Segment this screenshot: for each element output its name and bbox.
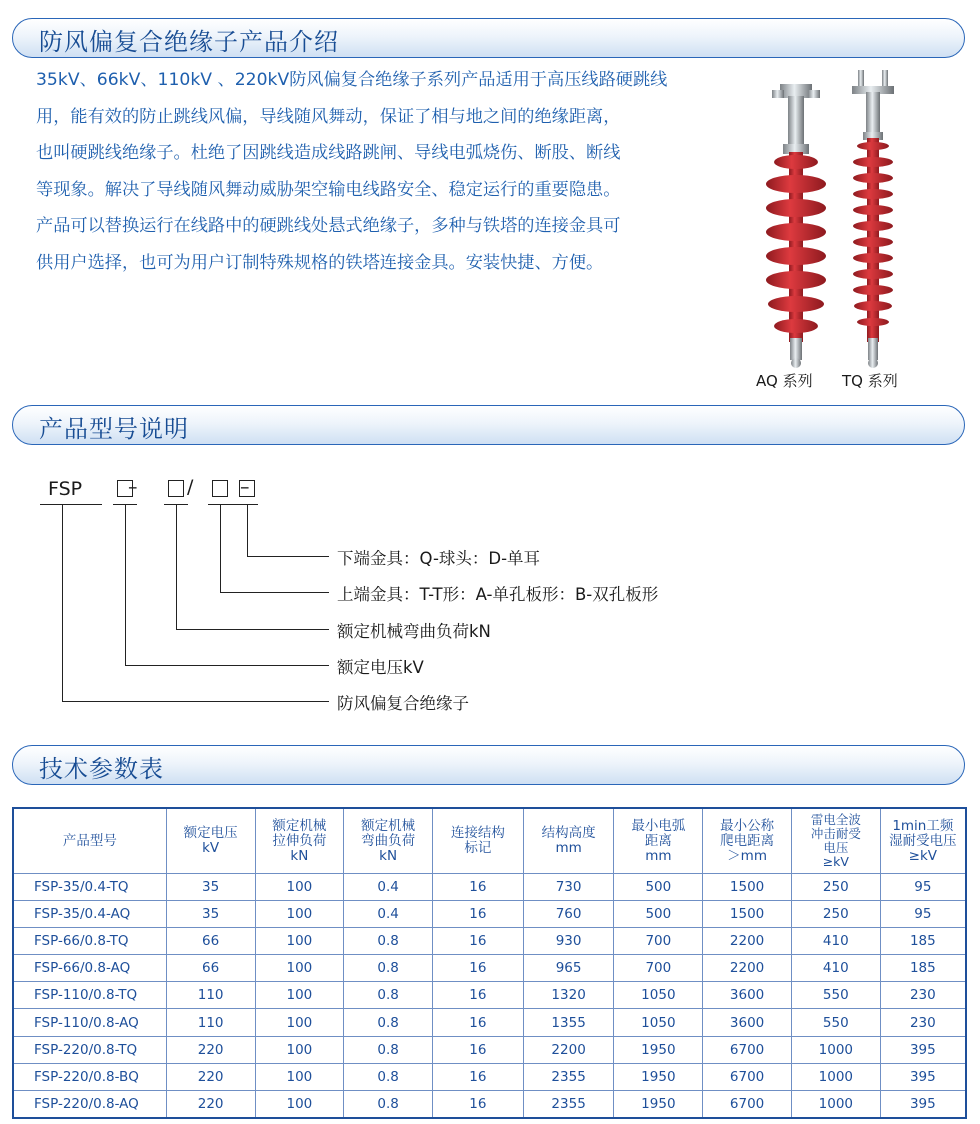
cell-arc-distance: 1950 <box>614 1090 703 1118</box>
cell-lightning-impulse: 550 <box>791 1009 880 1036</box>
cell-arc-distance: 1050 <box>614 982 703 1009</box>
underline <box>40 504 102 505</box>
header-connection-mark: 连接结构 标记 <box>432 808 523 874</box>
table-row <box>13 955 966 982</box>
cell-model: FSP-35/0.4-AQ <box>13 901 166 928</box>
cell-lightning-impulse: 250 <box>791 874 880 901</box>
technical-parameters-table <box>12 807 967 1119</box>
cell-lightning-impulse: 550 <box>791 982 880 1009</box>
cell-power-frequency: 95 <box>880 874 966 901</box>
intro-line: 产品可以替换运行在线路中的硬跳线处悬式绝缘子，多种与铁塔的连接金具可 <box>36 216 621 236</box>
lower-fitting-placeholder-box <box>239 480 255 497</box>
cell-bending-load: 0.8 <box>344 928 433 955</box>
cell-power-frequency: 395 <box>880 1090 966 1118</box>
cell-power-frequency: 230 <box>880 982 966 1009</box>
leader-line <box>125 504 126 665</box>
leader-line <box>220 504 221 592</box>
table-row <box>13 1063 966 1090</box>
lower-fitting-label: 下端金具：Q-球头：D-单耳 <box>337 549 541 568</box>
table-row <box>13 901 966 928</box>
cell-tensile-load: 100 <box>255 901 344 928</box>
cell-lightning-impulse: 1000 <box>791 1063 880 1090</box>
cell-creepage-distance: 3600 <box>703 982 792 1009</box>
cell-arc-distance: 500 <box>614 901 703 928</box>
header-creepage-distance: 最小公称 爬电距离 ＞mm <box>703 808 792 874</box>
model-slash: / <box>187 476 194 498</box>
cell-connection-mark: 16 <box>432 874 523 901</box>
cell-power-frequency: 395 <box>880 1036 966 1063</box>
cell-model: FSP-66/0.8-AQ <box>13 955 166 982</box>
cell-connection-mark: 16 <box>432 1036 523 1063</box>
header-lightning-impulse: 雷电全波 冲击耐受 电压 ≥kV <box>791 808 880 874</box>
cell-model: FSP-66/0.8-TQ <box>13 928 166 955</box>
leader-line <box>62 504 63 701</box>
aq-series-caption: AQ 系列 <box>756 372 813 390</box>
cell-lightning-impulse: 410 <box>791 928 880 955</box>
product-photo <box>750 66 965 396</box>
cell-structure-height: 1320 <box>523 982 614 1009</box>
cell-creepage-distance: 6700 <box>703 1063 792 1090</box>
cell-creepage-distance: 2200 <box>703 955 792 982</box>
cell-rated-voltage: 66 <box>166 955 255 982</box>
cell-power-frequency: 395 <box>880 1063 966 1090</box>
cell-tensile-load: 100 <box>255 1009 344 1036</box>
cell-creepage-distance: 6700 <box>703 1036 792 1063</box>
section-header-model <box>12 405 965 445</box>
leader-line <box>247 504 248 556</box>
cell-bending-load: 0.8 <box>344 955 433 982</box>
cell-rated-voltage: 110 <box>166 982 255 1009</box>
section-title-intro: 防风偏复合绝缘子产品介绍 <box>39 28 339 56</box>
header-power-frequency: 1min工频 湿耐受电压 ≥kV <box>880 808 966 874</box>
bending-load-label: 额定机械弯曲负荷kN <box>337 622 491 641</box>
table-header-row <box>13 808 966 874</box>
tq-insulator-image <box>852 70 894 368</box>
cell-bending-load: 0.8 <box>344 1063 433 1090</box>
model-dash: – <box>128 476 138 498</box>
intro-line: 等现象。解决了导线随风舞动威胁架空输电线路安全、稳定运行的重要隐患。 <box>36 179 621 200</box>
leader-line <box>247 556 329 557</box>
section-header-params <box>12 745 965 785</box>
cell-tensile-load: 100 <box>255 982 344 1009</box>
cell-bending-load: 0.8 <box>344 1036 433 1063</box>
cell-rated-voltage: 66 <box>166 928 255 955</box>
product-name-label: 防风偏复合绝缘子 <box>337 694 469 713</box>
cell-arc-distance: 500 <box>614 874 703 901</box>
header-rated-voltage: 额定电压 kV <box>166 808 255 874</box>
cell-tensile-load: 100 <box>255 874 344 901</box>
cell-arc-distance: 700 <box>614 955 703 982</box>
cell-connection-mark: 16 <box>432 901 523 928</box>
cell-arc-distance: 1050 <box>614 1009 703 1036</box>
header-model: 产品型号 <box>13 808 166 874</box>
cell-bending-load: 0.8 <box>344 1009 433 1036</box>
model-dash: – <box>240 476 250 498</box>
header-structure-height: 结构高度 mm <box>523 808 614 874</box>
cell-power-frequency: 95 <box>880 901 966 928</box>
leader-line <box>176 629 329 630</box>
leader-line <box>220 592 329 593</box>
cell-creepage-distance: 3600 <box>703 1009 792 1036</box>
underline <box>208 504 258 505</box>
cell-rated-voltage: 220 <box>166 1063 255 1090</box>
cell-arc-distance: 700 <box>614 928 703 955</box>
cell-lightning-impulse: 250 <box>791 901 880 928</box>
cell-structure-height: 1355 <box>523 1009 614 1036</box>
cell-bending-load: 0.4 <box>344 901 433 928</box>
load-placeholder-box <box>168 480 184 497</box>
cell-creepage-distance: 1500 <box>703 874 792 901</box>
cell-connection-mark: 16 <box>432 982 523 1009</box>
cell-connection-mark: 16 <box>432 928 523 955</box>
cell-structure-height: 730 <box>523 874 614 901</box>
cell-bending-load: 0.8 <box>344 1090 433 1118</box>
section-header-intro <box>12 18 965 58</box>
intro-line: 用，能有效的防止跳线风偏，导线随风舞动，保证了相与地之间的绝缘距离， <box>36 106 621 127</box>
cell-lightning-impulse: 1000 <box>791 1036 880 1063</box>
cell-bending-load: 0.4 <box>344 874 433 901</box>
cell-tensile-load: 100 <box>255 955 344 982</box>
leader-line <box>176 504 177 629</box>
table-body <box>13 874 966 1118</box>
cell-lightning-impulse: 410 <box>791 955 880 982</box>
tq-series-caption: TQ 系列 <box>842 372 898 390</box>
leader-line <box>62 701 329 702</box>
section-title-params: 技术参数表 <box>39 755 164 783</box>
cell-power-frequency: 185 <box>880 928 966 955</box>
cell-power-frequency: 230 <box>880 1009 966 1036</box>
cell-connection-mark: 16 <box>432 1009 523 1036</box>
intro-paragraph <box>36 62 726 281</box>
cell-model: FSP-110/0.8-AQ <box>13 1009 166 1036</box>
cell-model: FSP-220/0.8-BQ <box>13 1063 166 1090</box>
upper-fitting-label: 上端金具：T-T形：A-单孔板形：B-双孔板形 <box>337 585 659 604</box>
cell-rated-voltage: 220 <box>166 1090 255 1118</box>
intro-line: 供用户选择，也可为用户订制特殊规格的铁塔连接金具。安装快捷、方便。 <box>36 252 604 273</box>
header-bending-load: 额定机械 弯曲负荷 kN <box>344 808 433 874</box>
cell-bending-load: 0.8 <box>344 982 433 1009</box>
header-tensile-load: 额定机械 拉伸负荷 kN <box>255 808 344 874</box>
upper-fitting-placeholder-box <box>212 480 228 497</box>
cell-creepage-distance: 2200 <box>703 928 792 955</box>
table-row <box>13 928 966 955</box>
cell-model: FSP-110/0.8-TQ <box>13 982 166 1009</box>
table-row <box>13 1090 966 1118</box>
cell-tensile-load: 100 <box>255 928 344 955</box>
rated-voltage-label: 额定电压kV <box>337 658 424 677</box>
cell-structure-height: 2355 <box>523 1090 614 1118</box>
cell-rated-voltage: 220 <box>166 1036 255 1063</box>
leader-line <box>125 665 329 666</box>
cell-lightning-impulse: 1000 <box>791 1090 880 1118</box>
cell-model: FSP-220/0.8-AQ <box>13 1090 166 1118</box>
table-row <box>13 1036 966 1063</box>
cell-structure-height: 2200 <box>523 1036 614 1063</box>
cell-connection-mark: 16 <box>432 1090 523 1118</box>
model-prefix: FSP <box>48 478 83 500</box>
cell-rated-voltage: 110 <box>166 1009 255 1036</box>
voltage-placeholder-box <box>117 480 133 497</box>
cell-model: FSP-35/0.4-TQ <box>13 874 166 901</box>
intro-line: 也叫硬跳线绝缘子。杜绝了因跳线造成线路跳闸、导线电弧烧伤、断股、断线 <box>36 143 621 163</box>
cell-structure-height: 965 <box>523 955 614 982</box>
cell-rated-voltage: 35 <box>166 874 255 901</box>
cell-creepage-distance: 6700 <box>703 1090 792 1118</box>
header-arc-distance: 最小电弧 距离 mm <box>614 808 703 874</box>
cell-tensile-load: 100 <box>255 1036 344 1063</box>
cell-structure-height: 760 <box>523 901 614 928</box>
table-row <box>13 1009 966 1036</box>
intro-line: 35kV、66kV、110kV 、220kV防风偏复合绝缘子系列产品适用于高压线路硬跳线 <box>36 70 668 90</box>
cell-structure-height: 930 <box>523 928 614 955</box>
aq-insulator-image <box>766 84 826 368</box>
model-designation-diagram <box>40 470 760 720</box>
cell-model: FSP-220/0.8-TQ <box>13 1036 166 1063</box>
cell-arc-distance: 1950 <box>614 1036 703 1063</box>
cell-tensile-load: 100 <box>255 1090 344 1118</box>
cell-tensile-load: 100 <box>255 1063 344 1090</box>
cell-arc-distance: 1950 <box>614 1063 703 1090</box>
cell-creepage-distance: 1500 <box>703 901 792 928</box>
table-row <box>13 874 966 901</box>
table-row <box>13 982 966 1009</box>
cell-connection-mark: 16 <box>432 955 523 982</box>
cell-power-frequency: 185 <box>880 955 966 982</box>
section-title-model: 产品型号说明 <box>39 415 189 443</box>
cell-connection-mark: 16 <box>432 1063 523 1090</box>
cell-structure-height: 2355 <box>523 1063 614 1090</box>
cell-rated-voltage: 35 <box>166 901 255 928</box>
